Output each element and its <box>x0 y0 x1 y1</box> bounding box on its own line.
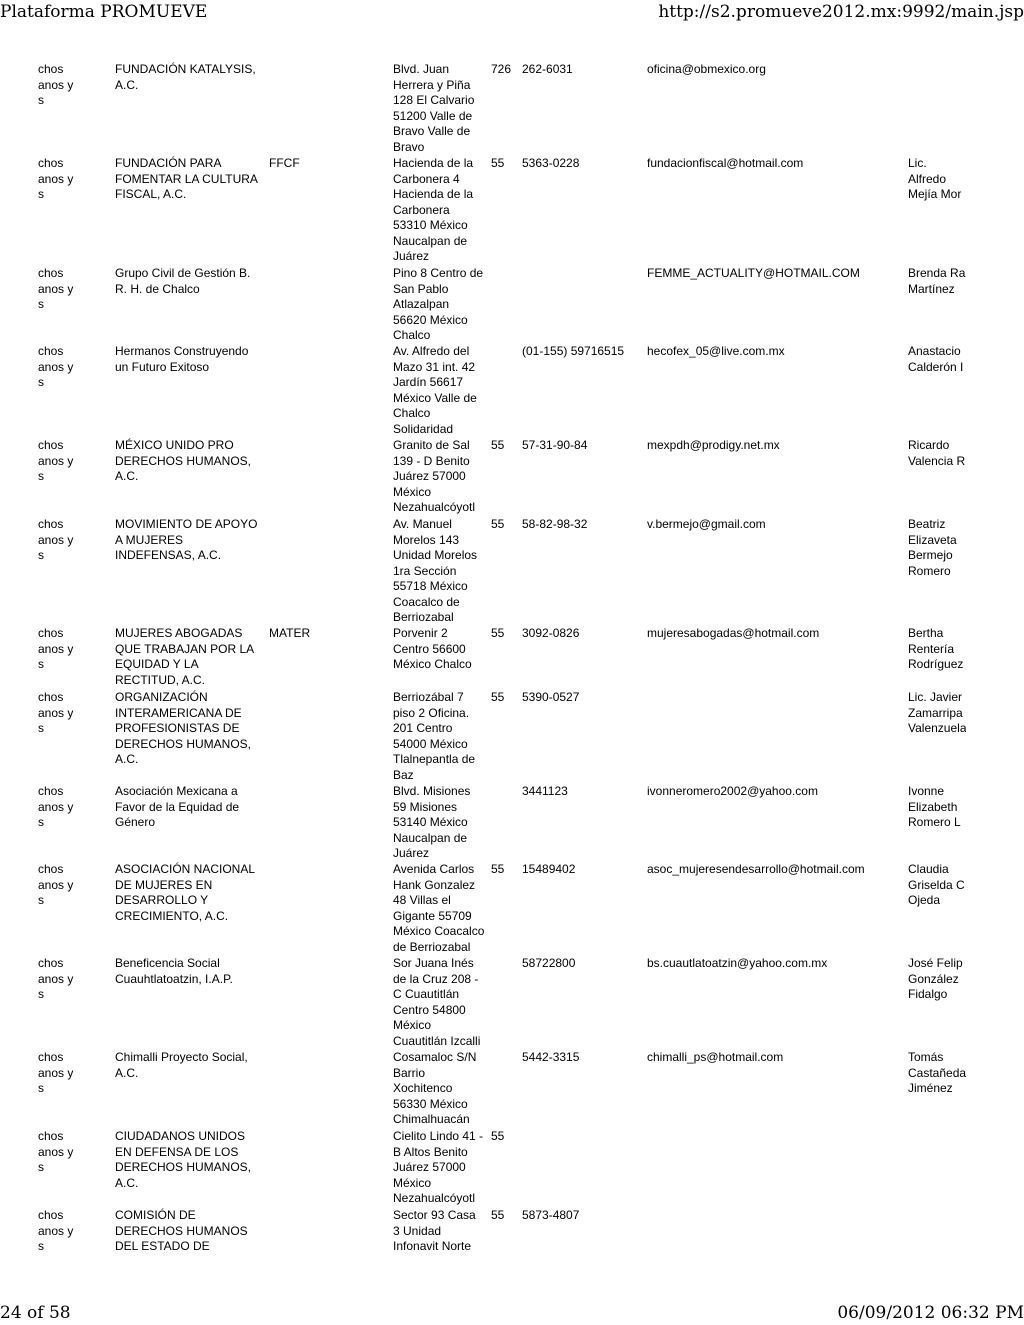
organization-name-cell: ASOCIACIÓN NACIONAL DE MUJERES EN DESARROLLO Y CRECIMIENTO, A.C. <box>115 862 256 923</box>
category-cell <box>38 1208 112 1255</box>
category-text: chos anos y s <box>38 438 74 483</box>
table-row <box>0 62 1024 156</box>
phone-cell: 5363-0228 <box>522 156 580 170</box>
organization-name-cell: FUNDACIÓN KATALYSIS, A.C. <box>115 62 256 92</box>
lada-cell: 55 <box>491 438 505 452</box>
category-text: chos anos y s <box>38 956 74 1001</box>
organization-name-cell: COMISIÓN DE DERECHOS HUMANOS DEL ESTADO DE <box>115 1208 248 1253</box>
address-cell: Cielito Lindo 41 - B Altos Benito Juárez 57000 México Nezahualcóyotl <box>393 1129 484 1205</box>
lada-cell: 55 <box>491 690 505 704</box>
category-text: chos anos y s <box>38 62 74 107</box>
table-row <box>0 862 1024 956</box>
contact-cell: Brenda Ra Martínez <box>908 266 966 296</box>
category-text: chos anos y s <box>38 862 74 907</box>
category-cell <box>38 62 112 109</box>
email-cell: ivonneromero2002@yahoo.com <box>647 784 818 798</box>
email-cell: mexpdh@prodigy.net.mx <box>647 438 780 452</box>
table-row <box>0 156 1024 266</box>
organization-name-cell: Asociación Mexicana a Favor de la Equidad de Género <box>115 784 240 829</box>
table-row <box>0 517 1024 626</box>
address-cell: Blvd. Misiones 59 Misiones 53140 México Naucalpan de Juárez <box>393 784 471 860</box>
category-text: chos anos y s <box>38 626 74 671</box>
organization-name-cell: Grupo Civil de Gestión B. R. H. de Chalco <box>115 266 251 296</box>
email-cell: oficina@obmexico.org <box>647 62 766 76</box>
organization-name-cell: ORGANIZACIÓN INTERAMERICANA DE PROFESIONISTAS DE DERECHOS HUMANOS, A.C. <box>115 690 252 766</box>
contact-cell: Bertha Rentería Rodríguez <box>908 626 964 671</box>
email-cell: hecofex_05@live.com.mx <box>647 344 785 358</box>
page-header <box>0 0 1024 24</box>
category-text: chos anos y s <box>38 784 74 829</box>
category-text: chos anos y s <box>38 1050 74 1095</box>
category-text: chos anos y s <box>38 517 74 562</box>
organization-name-cell: Beneficencia Social Cuauhtlatoatzin, I.A.P. <box>115 956 233 986</box>
email-cell: bs.cuautlatoatzin@yahoo.com.mx <box>647 956 828 970</box>
contact-cell: Anastacio Calderón I <box>908 344 964 374</box>
email-cell: fundacionfiscal@hotmail.com <box>647 156 804 170</box>
email-cell: chimalli_ps@hotmail.com <box>647 1050 784 1064</box>
phone-cell: 58-82-98-32 <box>522 517 588 531</box>
category-text: chos anos y s <box>38 344 74 389</box>
phone-cell: 3441123 <box>522 784 568 798</box>
category-cell <box>38 1129 112 1176</box>
address-cell: Av. Alfredo del Mazo 31 int. 42 Jardín 56617 México Valle de Chalco Solidaridad <box>393 344 477 436</box>
table-row <box>0 690 1024 784</box>
organization-name-cell: FUNDACIÓN PARA FOMENTAR LA CULTURA FISCAL, A.C. <box>115 156 258 201</box>
acronym-cell: MATER <box>269 626 311 640</box>
address-cell: Avenida Carlos Hank Gonzalez 48 Villas el Gigante 55709 México Coacalco de Berriozabal <box>393 862 485 954</box>
organization-name-cell: Chimalli Proyecto Social, A.C. <box>115 1050 248 1080</box>
email-cell: FEMME_ACTUALITY@HOTMAIL.COM <box>647 266 860 280</box>
print-datetime: 06/09/2012 06:32 PM <box>837 1303 1024 1323</box>
contact-cell: Ricardo Valencia R <box>908 438 966 468</box>
contact-cell: Beatriz Elizaveta Bermejo Romero <box>908 517 957 578</box>
address-cell: Sector 93 Casa 3 Unidad Infonavit Norte <box>393 1208 476 1253</box>
contact-cell: Claudia Griselda C Ojeda <box>908 862 965 907</box>
email-cell: mujeresabogadas@hotmail.com <box>647 626 820 640</box>
acronym-cell: FFCF <box>269 156 300 170</box>
organization-name-cell: Hermanos Construyendo un Futuro Exitoso <box>115 344 249 374</box>
phone-cell: 5442-3315 <box>522 1050 580 1064</box>
address-cell: Sor Juana Inés de la Cruz 208 - C Cuautitlán Centro 54800 México Cuautitlán Izcalli <box>393 956 481 1048</box>
table-row <box>0 1129 1024 1208</box>
category-cell <box>38 1050 112 1097</box>
table-row <box>0 1050 1024 1129</box>
contact-cell: Lic. Alfredo Mejía Mor <box>908 156 962 201</box>
category-text: chos anos y s <box>38 1208 74 1253</box>
organization-name-cell: CIUDADANOS UNIDOS EN DEFENSA DE LOS DERECHOS HUMANOS, A.C. <box>115 1129 252 1190</box>
phone-cell: 57-31-90-84 <box>522 438 588 452</box>
organization-name-cell: MUJERES ABOGADAS QUE TRABAJAN POR LA EQUIDAD Y LA RECTITUD, A.C. <box>115 626 255 687</box>
contact-cell: José Felip González Fidalgo <box>908 956 963 1001</box>
lada-cell: 55 <box>491 626 505 640</box>
phone-cell: 5390-0527 <box>522 690 580 704</box>
phone-cell: 58722800 <box>522 956 576 970</box>
address-cell: Cosamaloc S/N Barrio Xochitenco 56330 México Chimalhuacán <box>393 1050 477 1126</box>
phone-cell: 15489402 <box>522 862 576 876</box>
email-cell: asoc_mujeresendesarrollo@hotmail.com <box>647 862 865 876</box>
phone-cell: (01-155) 59716515 <box>522 344 625 358</box>
page-title: Plataforma PROMUEVE <box>0 2 208 22</box>
phone-cell: 5873-4807 <box>522 1208 580 1222</box>
category-cell <box>38 784 112 831</box>
address-cell: Berriozábal 7 piso 2 Oficina. 201 Centro 54000 México Tlalnepantla de Baz <box>393 690 476 782</box>
lada-cell: 55 <box>491 1129 505 1143</box>
category-cell <box>38 266 112 313</box>
address-cell: Pino 8 Centro de San Pablo Atlazalpan 56620 México Chalco <box>393 266 484 342</box>
contact-cell: Lic. Javier Zamarripa Valenzuela <box>908 690 966 735</box>
contact-cell: Tomás Castañeda Jiménez <box>908 1050 966 1095</box>
category-text: chos anos y s <box>38 266 74 311</box>
category-text: chos anos y s <box>38 156 74 201</box>
lada-cell: 55 <box>491 1208 505 1222</box>
category-cell <box>38 690 112 737</box>
category-cell <box>38 438 112 485</box>
lada-cell: 726 <box>491 62 512 76</box>
address-cell: Blvd. Juan Herrera y Piña 128 El Calvario 51200 Valle de Bravo Valle de Bravo <box>393 62 475 154</box>
address-cell: Granito de Sal 139 - D Benito Juárez 57000 México Nezahualcóyotl <box>393 438 476 514</box>
page-counter: 24 of 58 <box>0 1303 71 1323</box>
category-cell <box>38 626 112 673</box>
category-cell <box>38 344 112 391</box>
table-row <box>0 956 1024 1050</box>
category-cell <box>38 956 112 1003</box>
phone-cell: 262-6031 <box>522 62 573 76</box>
contact-cell: Ivonne Elizabeth Romero L <box>908 784 961 829</box>
organization-name-cell: MÉXICO UNIDO PRO DERECHOS HUMANOS, A.C. <box>115 438 252 483</box>
address-cell: Hacienda de la Carbonera 4 Hacienda de la Carbonera 53310 México Naucalpan de Juárez <box>393 156 474 263</box>
table-row <box>0 784 1024 862</box>
organization-name-cell: MOVIMIENTO DE APOYO A MUJERES INDEFENSAS, A.C. <box>115 517 258 562</box>
category-cell <box>38 517 112 564</box>
table-row <box>0 344 1024 438</box>
page-url: http://s2.promueve2012.mx:9992/main.jsp <box>658 2 1024 22</box>
address-cell: Av. Manuel Morelos 143 Unidad Morelos 1ra Sección 55718 México Coacalco de Berriozabal <box>393 517 478 624</box>
table-row <box>0 626 1024 690</box>
category-text: chos anos y s <box>38 690 74 735</box>
address-cell: Porvenir 2 Centro 56600 México Chalco <box>393 626 472 671</box>
table-row <box>0 266 1024 344</box>
category-text: chos anos y s <box>38 1129 74 1174</box>
email-cell: v.bermejo@gmail.com <box>647 517 766 531</box>
table-row <box>0 1208 1024 1262</box>
lada-cell: 55 <box>491 517 505 531</box>
page-footer <box>0 1301 1024 1325</box>
organization-table <box>0 62 1024 1262</box>
phone-cell: 3092-0826 <box>522 626 580 640</box>
lada-cell: 55 <box>491 862 505 876</box>
table-row <box>0 438 1024 517</box>
category-cell <box>38 156 112 203</box>
lada-cell: 55 <box>491 156 505 170</box>
category-cell <box>38 862 112 909</box>
